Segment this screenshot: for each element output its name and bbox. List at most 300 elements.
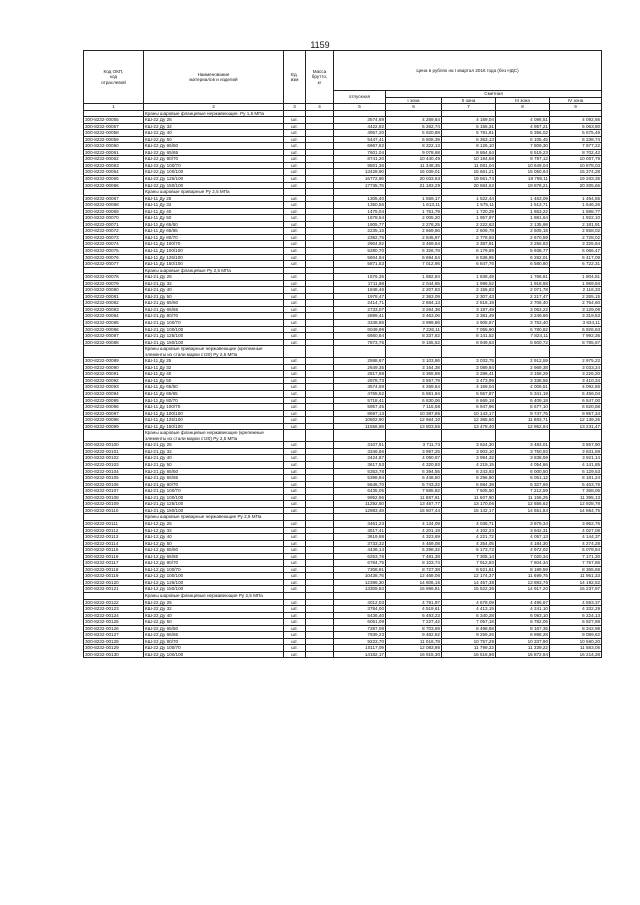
- cell-name: КШ-11 Ду 40: [144, 371, 284, 378]
- cell-zone-1-price: 3 557,79: [386, 377, 442, 384]
- cell-zone-3-price: 3 063,22: [496, 306, 550, 313]
- cell-unit: шт.: [284, 417, 306, 424]
- empty-cell: [550, 430, 602, 442]
- cell-zone-3-price: 7 212,59: [496, 488, 550, 495]
- cell-unit: шт.: [284, 579, 306, 586]
- cell-code: 300-8232-00102: [84, 455, 144, 462]
- cell-code: 300-8232-00099: [84, 423, 144, 430]
- cell-zone-4-price: 2 116,33: [550, 287, 602, 294]
- cell-release-price: 11556,88: [334, 423, 386, 430]
- cell-zone-3-price: 11 699,75: [496, 573, 550, 580]
- col-number: 3: [284, 104, 306, 111]
- cell-zone-2-price: 15 522,36: [442, 586, 496, 593]
- cell-zone-1-price: 15 896,81: [386, 586, 442, 593]
- cell-code: 300-8232-00073: [84, 234, 144, 241]
- cell-zone-3-price: 4 096,51: [496, 117, 550, 124]
- cell-zone-3-price: 8 519,23: [496, 149, 550, 156]
- cell-name: КШ-11 Ду 50: [144, 377, 284, 384]
- cell-zone-4-price: 2 181,91: [550, 221, 602, 228]
- cell-zone-3-price: 3 249,66: [496, 313, 550, 320]
- cell-release-price: 7939,23: [334, 632, 386, 639]
- cell-release-price: 6967,62: [334, 143, 386, 150]
- cell-zone-1-price: 1 882,84: [386, 274, 442, 281]
- cell-unit: шт.: [284, 130, 306, 137]
- cell-zone-3-price: 4 972,02: [496, 547, 550, 554]
- cell-code: 300-8232-00066: [84, 182, 144, 189]
- cell-zone-3-price: 19 878,21: [496, 182, 550, 189]
- cell-zone-3-price: 4 496,67: [496, 599, 550, 606]
- cell-release-price: 3619,98: [334, 534, 386, 541]
- cell-zone-1-price: 12 468,06: [386, 573, 442, 580]
- cell-zone-3-price: 9 797,12: [496, 156, 550, 163]
- cell-release-price: 1475,04: [334, 208, 386, 215]
- cell-zone-2-price: 6 340,28: [442, 612, 496, 619]
- cell-unit: шт.: [284, 339, 306, 346]
- cell-name: КШ-22 Ду 100/70: [144, 162, 284, 169]
- cell-zone-2-price: 3 473,99: [442, 377, 496, 384]
- cell-zone-4-price: 2 558,02: [550, 228, 602, 235]
- cell-release-price: 5398,94: [334, 475, 386, 482]
- cell-release-price: 8741,20: [334, 156, 386, 163]
- cell-code: 300-8232-00120: [84, 579, 144, 586]
- cell-code: 300-8232-00110: [84, 507, 144, 514]
- cell-release-price: 8697,13: [334, 410, 386, 417]
- cell-zone-2-price: 2 155,83: [442, 287, 496, 294]
- cell-unit: шт.: [284, 547, 306, 554]
- cell-zone-2-price: 3 286,41: [442, 371, 496, 378]
- cell-zone-4-price: 11 395,13: [550, 494, 602, 501]
- cell-zone-1-price: 4 791,97: [386, 599, 442, 606]
- cell-zone-1-price: 9 078,68: [386, 149, 442, 156]
- cell-zone-1-price: 1 559,17: [386, 195, 442, 202]
- cell-zone-1-price: 4 519,61: [386, 606, 442, 613]
- cell-zone-3-price: 7 020,34: [496, 553, 550, 560]
- cell-release-price: 16772,96: [334, 175, 386, 182]
- cell-unit: шт.: [284, 397, 306, 404]
- cell-zone-1-price: 8 322,13: [386, 143, 442, 150]
- cell-zone-1-price: 2 207,83: [386, 287, 442, 294]
- cell-code: 300-8232-00057: [84, 123, 144, 130]
- cell-zone-4-price: 12 139,25: [550, 417, 602, 424]
- cell-release-price: 6860,84: [334, 333, 386, 340]
- cell-release-price: 2904,92: [334, 241, 386, 248]
- cell-release-price: 7287,08: [334, 625, 386, 632]
- cell-code: 300-8232-00128: [84, 638, 144, 645]
- cell-zone-1-price: 3 103,86: [386, 358, 442, 365]
- cell-zone-1-price: 7 226,11: [386, 326, 442, 333]
- cell-zone-1-price: 1 613,11: [386, 202, 442, 209]
- cell-zone-3-price: 4 054,66: [496, 462, 550, 469]
- cell-zone-1-price: 8 103,74: [386, 560, 442, 567]
- cell-name: КШ-11 Ду 32: [144, 202, 284, 209]
- cell-zone-4-price: 8 785,67: [550, 339, 602, 346]
- cell-name: КШ-11 Ду 100/70: [144, 241, 284, 248]
- cell-zone-1-price: 7 685,82: [386, 488, 442, 495]
- cell-zone-1-price: 8 703,69: [386, 625, 442, 632]
- cell-release-price: 6263,76: [334, 553, 386, 560]
- cell-release-price: 3733,32: [334, 540, 386, 547]
- cell-zone-1-price: 12 664,10: [386, 417, 442, 424]
- cell-zone-3-price: 6 409,18: [496, 397, 550, 404]
- cell-release-price: 1711,98: [334, 280, 386, 287]
- cell-unit: шт.: [284, 215, 306, 222]
- cell-zone-1-price: 16 915,30: [386, 651, 442, 658]
- cell-name: КШ-21 Ду 80/70: [144, 481, 284, 488]
- cell-zone-4-price: 1 494,55: [550, 195, 602, 202]
- cell-zone-4-price: 3 129,09: [550, 306, 602, 313]
- cell-code: 300-8232-00115: [84, 547, 144, 554]
- cell-code: 300-8232-00080: [84, 287, 144, 294]
- empty-cell: [496, 346, 550, 358]
- cell-zone-2-price: 11 799,22: [442, 645, 496, 652]
- cell-unit: шт.: [284, 619, 306, 626]
- cell-unit: шт.: [284, 156, 306, 163]
- cell-name: КШ-21 Ду 25: [144, 274, 284, 281]
- cell-zone-3-price: 6 282,01: [496, 254, 550, 261]
- cell-zone-1-price: 8 727,38: [386, 566, 442, 573]
- cell-release-price: 3517,41: [334, 527, 386, 534]
- cell-zone-1-price: 1 761,79: [386, 208, 442, 215]
- cell-name: КШ-22 Ду 80/70: [144, 156, 284, 163]
- cell-zone-1-price: 2 044,85: [386, 280, 442, 287]
- cell-code: 300-8232-00088: [84, 339, 144, 346]
- cell-zone-1-price: 4 459,08: [386, 540, 442, 547]
- cell-zone-4-price: 6 547,00: [550, 397, 602, 404]
- cell-unit: шт.: [284, 306, 306, 313]
- cell-code: 300-8232-00060: [84, 143, 144, 150]
- cell-zone-2-price: 5 781,61: [442, 130, 496, 137]
- cell-zone-3-price: 2 217,47: [496, 293, 550, 300]
- cell-release-price: 10602,90: [334, 417, 386, 424]
- cell-name: КШ-21 Ду 65/50: [144, 300, 284, 307]
- cell-name: КШ-21 Ду 65/65: [144, 306, 284, 313]
- cell-zone-4-price: 1 546,26: [550, 202, 602, 209]
- cell-name: КШ-22 Ду 80/70: [144, 638, 284, 645]
- cell-zone-1-price: 6 326,78: [386, 247, 442, 254]
- cell-zone-4-price: 13 231,47: [550, 423, 602, 430]
- cell-code: 300-8232-00082: [84, 300, 144, 307]
- cell-zone-4-price: 7 368,05: [550, 488, 602, 495]
- cell-zone-3-price: 7 824,11: [496, 333, 550, 340]
- cell-release-price: 6049,99: [334, 326, 386, 333]
- cell-zone-1-price: 3 164,38: [386, 364, 442, 371]
- cell-release-price: 5604,94: [334, 254, 386, 261]
- empty-cell: [386, 430, 442, 442]
- cell-unit: шт.: [284, 462, 306, 469]
- cell-release-price: 7601,04: [334, 149, 386, 156]
- cell-release-price: 2817,69: [334, 371, 386, 378]
- cell-name: КШ-21 Ду 125/100: [144, 501, 284, 508]
- cell-unit: шт.: [284, 566, 306, 573]
- cell-unit: шт.: [284, 320, 306, 327]
- cell-zone-1-price: 6 448,50: [386, 475, 442, 482]
- cell-name: КШ-12 Ду 100/100: [144, 573, 284, 580]
- cell-zone-2-price: 7 505,50: [442, 488, 496, 495]
- cell-unit: шт.: [284, 287, 306, 294]
- cell-zone-3-price: 15 050,64: [496, 169, 550, 176]
- cell-zone-4-price: 10 007,79: [550, 156, 602, 163]
- cell-zone-4-price: 6 181,24: [550, 475, 602, 482]
- cell-code: 300-8232-00089: [84, 358, 144, 365]
- cell-code: 300-8232-00077: [84, 261, 144, 268]
- cell-zone-2-price: 20 684,62: [442, 182, 496, 189]
- cell-zone-1-price: 4 090,67: [386, 455, 442, 462]
- cell-zone-2-price: 6 669,18: [442, 397, 496, 404]
- cell-zone-4-price: 6 926,63: [550, 326, 602, 333]
- cell-unit: шт.: [284, 377, 306, 384]
- cell-unit: шт.: [284, 228, 306, 235]
- cell-name: КШ-11 Ду 100/100: [144, 247, 284, 254]
- cell-release-price: 5871,53: [334, 261, 386, 268]
- cell-release-price: 10438,76: [334, 573, 386, 580]
- cell-zone-2-price: 2 778,93: [442, 234, 496, 241]
- cell-release-price: 5957,45: [334, 404, 386, 411]
- cell-name: КШ-21 Ду 125/100: [144, 333, 284, 340]
- cell-zone-1-price: 4 134,09: [386, 520, 442, 527]
- cell-release-price: 17735,76: [334, 182, 386, 189]
- cell-zone-4-price: 3 410,34: [550, 377, 602, 384]
- cell-name: КШ-12 Ду 40: [144, 534, 284, 541]
- header-code: Код ОКП, код отраслевой: [84, 51, 144, 104]
- cell-unit: шт.: [284, 300, 306, 307]
- cell-zone-1-price: 6 394,55: [386, 468, 442, 475]
- cell-unit: шт.: [284, 651, 306, 658]
- cell-code: 300-8232-00092: [84, 377, 144, 384]
- cell-code: 300-8232-00113: [84, 534, 144, 541]
- cell-code: 300-8232-00126: [84, 625, 144, 632]
- cell-release-price: 2235,15: [334, 228, 386, 235]
- cell-zone-2-price: 3 381,49: [442, 313, 496, 320]
- cell-zone-3-price: 10 337,90: [496, 638, 550, 645]
- cell-zone-3-price: 3 158,29: [496, 371, 550, 378]
- header-release: отпускная: [334, 91, 386, 104]
- cell-release-price: 5436,40: [334, 612, 386, 619]
- cell-release-price: 5718,41: [334, 397, 386, 404]
- cell-zone-2-price: 3 033,75: [442, 358, 496, 365]
- cell-zone-2-price: 10 194,58: [442, 156, 496, 163]
- cell-code: 300-8232-00081: [84, 293, 144, 300]
- cell-zone-2-price: 3 089,84: [442, 364, 496, 371]
- cell-name: КШ-11 Ду 80/70: [144, 234, 284, 241]
- cell-zone-2-price: 3 903,10: [442, 448, 496, 455]
- cell-zone-2-price: 8 126,10: [442, 143, 496, 150]
- cell-name: КШ-21 Ду 100/100: [144, 494, 284, 501]
- cell-code: 300-8232-00117: [84, 560, 144, 567]
- cell-name: КШ-11 Ду 65/65: [144, 228, 284, 235]
- cell-unit: шт.: [284, 326, 306, 333]
- cell-unit: шт.: [284, 195, 306, 202]
- cell-zone-3-price: 5 938,77: [496, 247, 550, 254]
- cell-zone-4-price: 15 237,97: [550, 586, 602, 593]
- cell-zone-2-price: 9 259,26: [442, 632, 496, 639]
- section-title: Краны шаровые фланцевые нержавеющие. Ру 1,6 МПа: [144, 110, 284, 117]
- cell-unit: шт.: [284, 534, 306, 541]
- cell-zone-3-price: 4 957,21: [496, 123, 550, 130]
- section-title: Краны шаровые фланцевые нержавеющие Ру 2,5 МПа: [144, 592, 284, 599]
- cell-zone-1-price: 9 482,62: [386, 632, 442, 639]
- cell-code: 300-8232-00095: [84, 397, 144, 404]
- cell-code: 300-8232-00118: [84, 566, 144, 573]
- cell-release-price: 5353,78: [334, 468, 386, 475]
- cell-code: 300-8232-00072: [84, 228, 144, 235]
- cell-zone-2-price: 4 221,72: [442, 534, 496, 541]
- cell-name: КШ-11 Ду 150/100: [144, 261, 284, 268]
- cell-zone-2-price: 1 838,49: [442, 274, 496, 281]
- cell-zone-3-price: 6 780,82: [496, 326, 550, 333]
- cell-name: КШ-22 Ду 65/50: [144, 625, 284, 632]
- header-estimate: Сметная: [386, 91, 602, 98]
- cell-zone-2-price: 6 243,93: [442, 468, 496, 475]
- cell-zone-4-price: 6 417,09: [550, 254, 602, 261]
- table-header: [84, 51, 602, 111]
- cell-zone-4-price: 1 959,94: [550, 280, 602, 287]
- cell-unit: шт.: [284, 540, 306, 547]
- cell-zone-1-price: 7 012,95: [386, 261, 442, 268]
- empty-cell: [284, 430, 306, 442]
- cell-release-price: 3348,86: [334, 320, 386, 327]
- cell-unit: шт.: [284, 468, 306, 475]
- col-number: 7: [442, 104, 496, 111]
- cell-zone-2-price: 14 457,38: [442, 579, 496, 586]
- cell-zone-3-price: 2 912,59: [496, 358, 550, 365]
- cell-unit: шт.: [284, 149, 306, 156]
- cell-zone-4-price: 6 238,74: [550, 136, 602, 143]
- cell-zone-4-price: 7 992,36: [550, 333, 602, 340]
- cell-name: КШ-22 Ду 32: [144, 123, 284, 130]
- cell-unit: шт.: [284, 208, 306, 215]
- cell-code: 300-8232-00075: [84, 247, 144, 254]
- cell-zone-4-price: 7 977,22: [550, 143, 602, 150]
- cell-unit: шт.: [284, 501, 306, 508]
- cell-zone-2-price: 7 305,14: [442, 553, 496, 560]
- cell-zone-2-price: 5 173,72: [442, 547, 496, 554]
- cell-code: 300-8232-00058: [84, 130, 144, 137]
- cell-code: 300-8232-00086: [84, 326, 144, 333]
- cell-zone-2-price: 4 169,04: [442, 117, 496, 124]
- cell-zone-2-price: 6 353,13: [442, 136, 496, 143]
- cell-zone-1-price: 3 999,86: [386, 320, 442, 327]
- cell-zone-3-price: 4 006,51: [496, 384, 550, 391]
- cell-name: КШ-21 Ду 32: [144, 280, 284, 287]
- cell-release-price: 13428,90: [334, 169, 386, 176]
- cell-unit: шт.: [284, 423, 306, 430]
- cell-code: 300-8232-00098: [84, 417, 144, 424]
- cell-unit: шт.: [284, 475, 306, 482]
- cell-zone-2-price: 8 864,64: [442, 149, 496, 156]
- cell-zone-4-price: 11 951,33: [550, 573, 602, 580]
- cell-zone-3-price: 8 189,59: [496, 566, 550, 573]
- cell-code: 300-8232-00116: [84, 553, 144, 560]
- cell-zone-1-price: 8 337,82: [386, 333, 442, 340]
- cell-unit: шт.: [284, 410, 306, 417]
- cell-zone-4-price: 4 274,28: [550, 540, 602, 547]
- cell-zone-3-price: 6 000,50: [496, 468, 550, 475]
- section-title: Краны шаровые фланцевые нержавеющие (крепежные элементы из стали марки ст20) Ру 2,5 МПа: [144, 430, 284, 442]
- empty-cell: [334, 346, 386, 358]
- cell-name: КШ-22 Ду 25: [144, 117, 284, 124]
- cell-code: 300-8232-00124: [84, 612, 144, 619]
- cell-zone-3-price: 3 750,93: [496, 448, 550, 455]
- cell-name: КШ-21 Ду 150/100: [144, 339, 284, 346]
- cell-name: КШ-22 Ду 25: [144, 599, 284, 606]
- cell-unit: шт.: [284, 527, 306, 534]
- cell-code: 300-8232-00100: [84, 442, 144, 449]
- cell-zone-3-price: 7 604,34: [496, 560, 550, 567]
- cell-release-price: 7873,75: [334, 339, 386, 346]
- cell-zone-4-price: 8 342,98: [550, 625, 602, 632]
- cell-zone-4-price: 3 962,76: [550, 520, 602, 527]
- cell-name: КШ-22 Ду 50: [144, 136, 284, 143]
- cell-zone-3-price: 3 255,83: [496, 241, 550, 248]
- cell-zone-1-price: 11 887,81: [386, 494, 442, 501]
- cell-unit: шт.: [284, 632, 306, 639]
- cell-release-price: 4957,20: [334, 130, 386, 137]
- header-unit: Ед. изм: [284, 51, 306, 104]
- table-row: [84, 651, 602, 658]
- cell-code: 300-8232-00068: [84, 202, 144, 209]
- cell-unit: шт.: [284, 455, 306, 462]
- cell-zone-4-price: 4 141,85: [550, 462, 602, 469]
- cell-zone-3-price: 6 105,45: [496, 136, 550, 143]
- cell-unit: шт.: [284, 247, 306, 254]
- cell-code: 300-8232-00062: [84, 156, 144, 163]
- cell-zone-2-price: 12 174,37: [442, 573, 496, 580]
- empty-cell: [442, 430, 496, 442]
- cell-release-price: 3461,23: [334, 520, 386, 527]
- cell-code: 300-8232-00076: [84, 254, 144, 261]
- cell-zone-3-price: 3 879,34: [496, 520, 550, 527]
- cell-zone-2-price: 6 296,60: [442, 475, 496, 482]
- cell-zone-4-price: 1 804,81: [550, 274, 602, 281]
- cell-zone-3-price: 11 339,22: [496, 645, 550, 652]
- cell-name: КШ-11 Ду 40: [144, 208, 284, 215]
- cell-zone-3-price: 6 782,05: [496, 619, 550, 626]
- cell-zone-4-price: 3 557,90: [550, 442, 602, 449]
- cell-zone-2-price: 3 905,67: [442, 320, 496, 327]
- cell-release-price: 10117,09: [334, 645, 386, 652]
- cell-zone-4-price: 20 305,66: [550, 182, 602, 189]
- cell-unit: шт.: [284, 573, 306, 580]
- cell-code: 300-8232-00059: [84, 136, 144, 143]
- cell-name: КШ-21 Ду 25: [144, 442, 284, 449]
- cell-zone-1-price: 3 997,25: [386, 448, 442, 455]
- cell-zone-2-price: 19 561,74: [442, 175, 496, 182]
- cell-zone-2-price: 6 179,69: [442, 247, 496, 254]
- cell-zone-2-price: 6 584,39: [442, 481, 496, 488]
- cell-zone-4-price: 10 878,03: [550, 162, 602, 169]
- cell-zone-4-price: 11 583,05: [550, 645, 602, 652]
- cell-zone-1-price: 4 320,93: [386, 462, 442, 469]
- cell-zone-2-price: 3 187,49: [442, 306, 496, 313]
- cell-zone-1-price: 4 269,64: [386, 117, 442, 124]
- cell-name: КШ-21 Ду 40: [144, 287, 284, 294]
- cell-unit: шт.: [284, 221, 306, 228]
- cell-name: КШ-21 Ду 150/100: [144, 507, 284, 514]
- cell-name: КШ-21 Ду 65/65: [144, 475, 284, 482]
- cell-release-price: 3617,53: [334, 462, 386, 469]
- cell-zone-2-price: 7 055,90: [442, 326, 496, 333]
- cell-release-price: 1350,56: [334, 202, 386, 209]
- cell-zone-1-price: 4 323,69: [386, 534, 442, 541]
- cell-code: 300-8232-00114: [84, 540, 144, 547]
- col-number: 4: [306, 104, 334, 111]
- cell-code: 300-8232-00125: [84, 619, 144, 626]
- cell-name: КШ-11 Ду 65/65: [144, 391, 284, 398]
- cell-zone-2-price: 2 816,19: [442, 300, 496, 307]
- cell-zone-2-price: 4 102,23: [442, 527, 496, 534]
- cell-zone-1-price: 2 669,66: [386, 228, 442, 235]
- cell-release-price: 5447,41: [334, 136, 386, 143]
